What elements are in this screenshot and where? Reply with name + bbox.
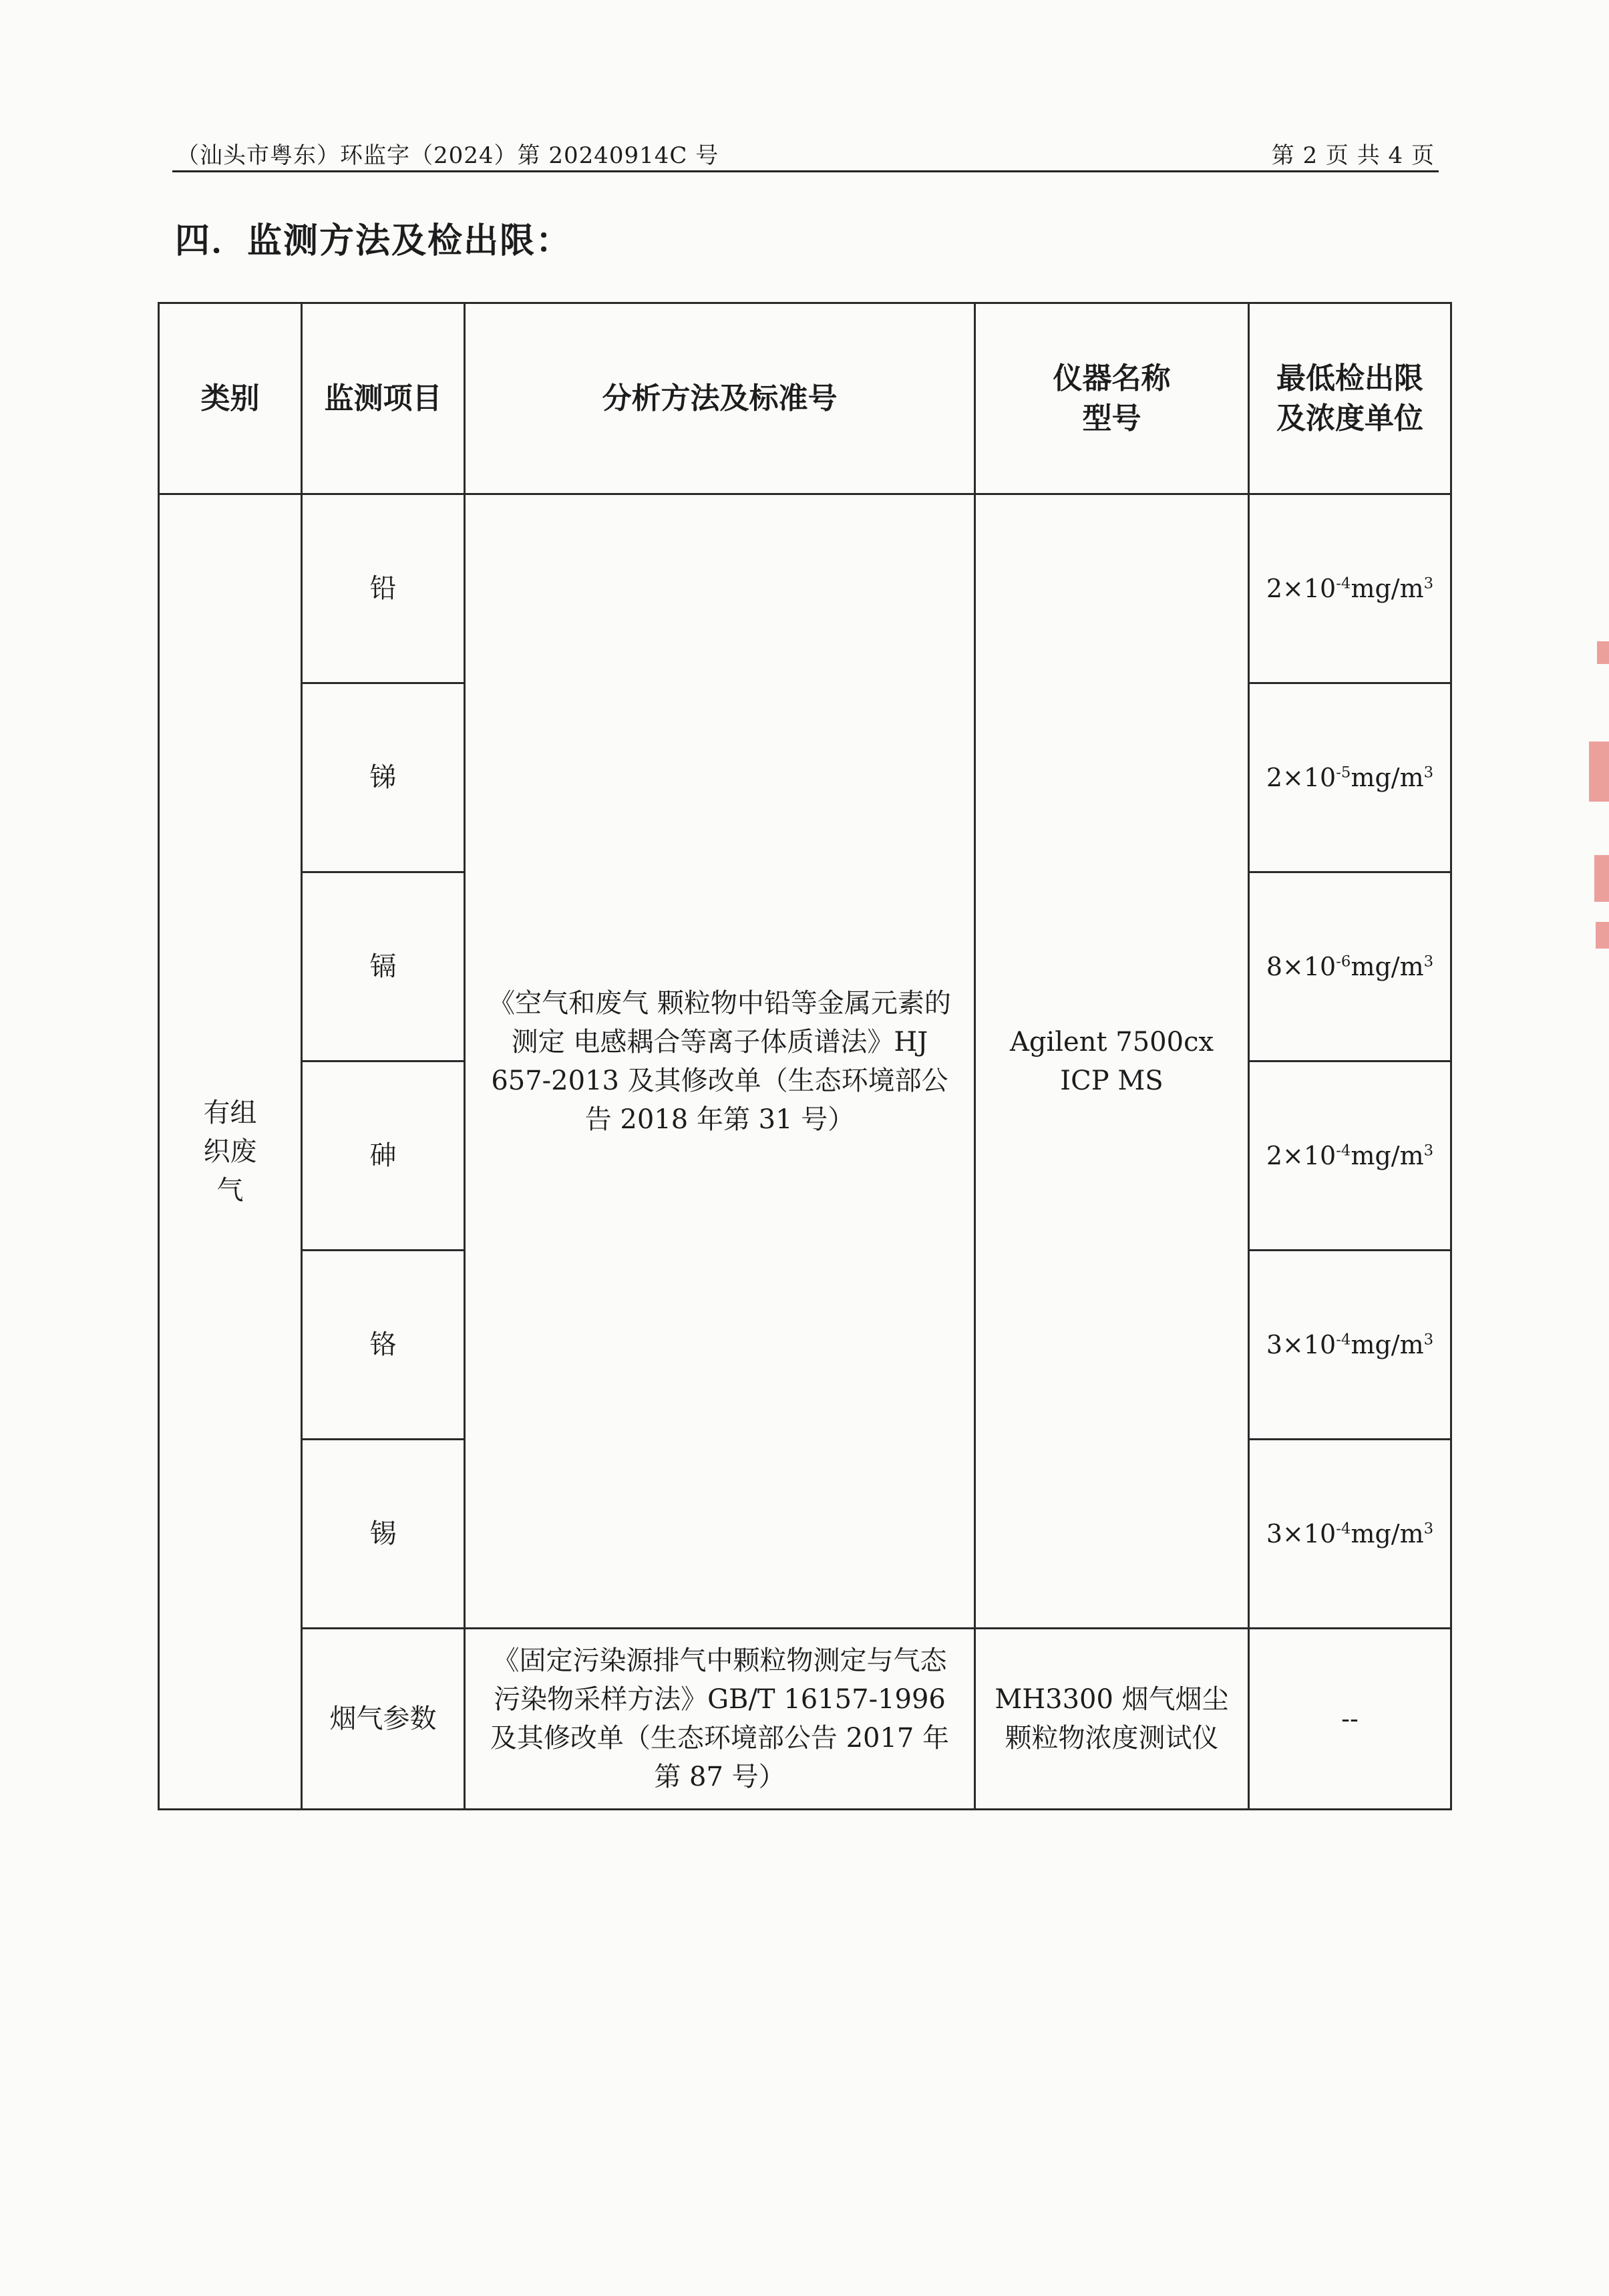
section-title: 四．监测方法及检出限： [175,221,572,261]
header-limit-line2: 及浓度单位 [1276,401,1423,436]
method-cell-flue-gas: 《固定污染源排气中颗粒物测定与气态污染物采样方法》GB/T 16157-1996 及其修改单（生态环境部公告 2017 年第 87 号） [465,1629,975,1810]
header-limit [1249,303,1451,494]
header-method: 分析方法及标准号 [465,303,975,494]
page-number: 第 2 页 共 4 页 [1271,142,1435,169]
category-label: 有组织废气 [203,1098,257,1206]
seal-stamp-edge [1597,641,1609,664]
page-header [172,136,1439,172]
methods-table [158,302,1452,1810]
seal-stamp-edge [1589,742,1609,802]
item-cell: 烟气参数 [302,1629,465,1810]
header-instrument [975,303,1249,494]
item-cell: 砷 [302,1061,465,1251]
header-row [159,303,1451,494]
seal-stamp-edge [1594,855,1609,902]
item-cell: 铬 [302,1251,465,1440]
limit-cell: $3\times 10^{-4}mg/m^3$ [1249,1440,1451,1629]
method-cell-metals: 《空气和废气 颗粒物中铅等金属元素的测定 电感耦合等离子体质谱法》HJ 657-2013 及其修改单（生态环境部公告 2018 年第 31 号） [465,494,975,1629]
item-cell: 锡 [302,1440,465,1629]
header-instrument-line2: 型号 [1082,401,1141,436]
item-cell: 镉 [302,872,465,1061]
category-cell [159,494,302,1810]
limit-cell: $3\times 10^{-4}mg/m^3$ [1249,1251,1451,1440]
table-row [159,494,1451,683]
header-limit-line1: 最低检出限 [1276,361,1423,395]
limit-cell: $8\times 10^{-6}mg/m^3$ [1249,872,1451,1061]
seal-stamp-edge [1596,922,1609,949]
table-row [159,1629,1451,1810]
instrument-model: Agilent 7500cx [1009,1026,1214,1057]
instrument-type: ICP MS [1060,1065,1164,1096]
document-number: （汕头市粤东）环监字（2024）第 20240914C 号 [176,142,719,169]
limit-cell: $2\times 10^{-4}mg/m^3$ [1249,494,1451,683]
limit-cell: $2\times 10^{-4}mg/m^3$ [1249,1061,1451,1251]
instrument-cell-flue-gas: MH3300 烟气烟尘颗粒物浓度测试仪 [975,1629,1249,1810]
item-cell: 锑 [302,683,465,872]
limit-cell: $2\times 10^{-5}mg/m^3$ [1249,683,1451,872]
limit-cell: -- [1249,1629,1451,1810]
header-category: 类别 [159,303,302,494]
header-instrument-line1: 仪器名称 [1053,361,1171,395]
item-cell: 铅 [302,494,465,683]
header-item: 监测项目 [302,303,465,494]
instrument-cell-icpms [975,494,1249,1629]
